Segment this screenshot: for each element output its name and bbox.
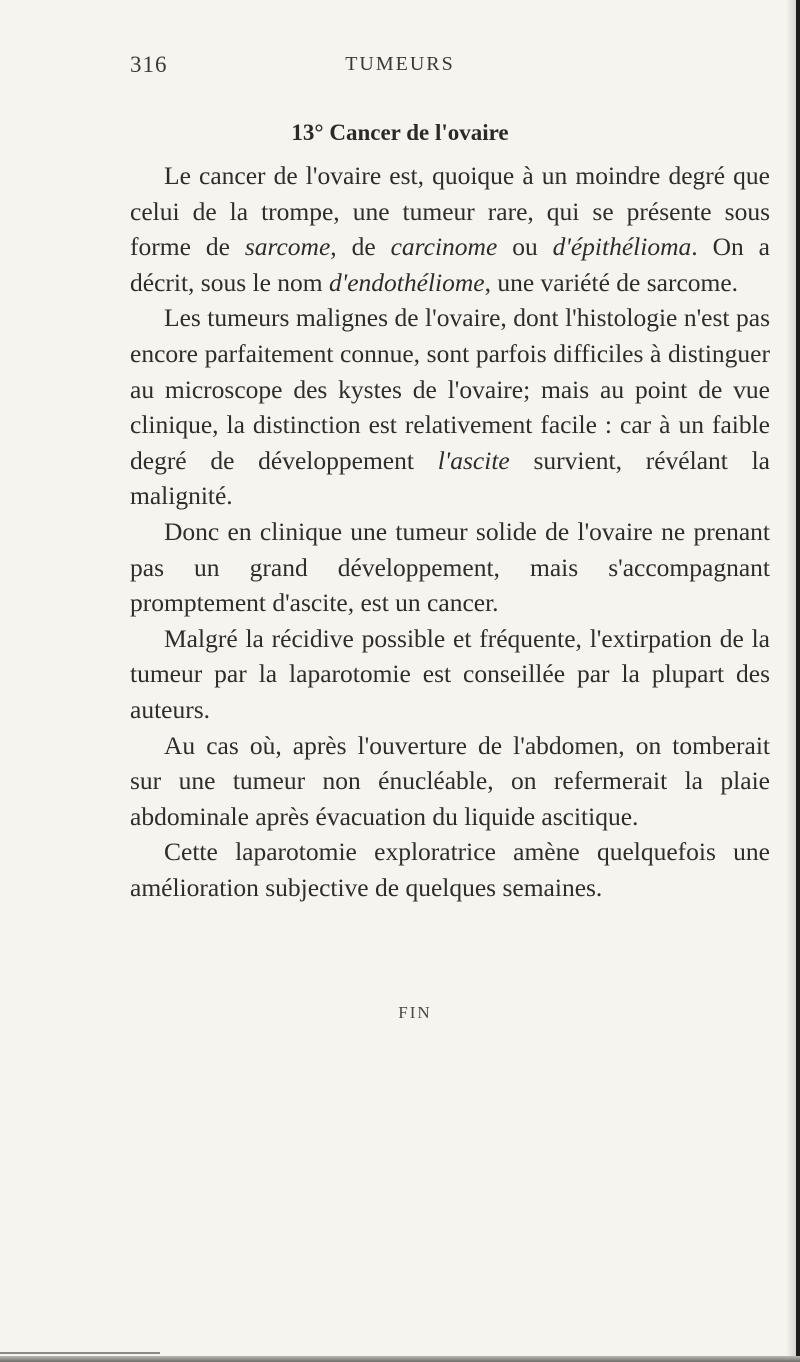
text-run: , une variété de sarcome. [484, 267, 739, 297]
paragraph [130, 728, 770, 835]
text-run: , de [330, 232, 391, 262]
text-run: Les tumeurs malignes de l'ovaire, dont l'histologie n'est pas encore parfaitement connue, sont parfois difficiles à distinguer au microscope des kystes de l'ovaire; mais au point de vue clinique, la distinction est relativement facile : car à un faible degré de développement [130, 303, 770, 475]
text-run: Le cancer de l'ovaire est, quoique à un moindre degré que celui de la trompe, une tumeur rare, qui se présente sous forme de [130, 161, 770, 262]
body-text [130, 158, 770, 905]
section-title: Cancer de l'ovaire [329, 120, 509, 145]
text-run: Donc en clinique une tumeur solide de l'ovaire ne prenant pas un grand développement, mais s'accompagnant promptement d'ascite, est un cancer. [130, 516, 770, 618]
section-heading [0, 120, 800, 146]
paragraph [130, 158, 770, 300]
paragraph [130, 300, 770, 514]
page-bottom-edge [0, 1356, 800, 1362]
paragraph [130, 834, 770, 905]
running-head: TUMEURS [345, 53, 455, 75]
page-edge-shadow [786, 0, 796, 1362]
text-run: ou [497, 232, 553, 262]
end-mark: FIN [398, 1003, 432, 1022]
text-run: Malgré la récidive possible et fréquente, l'extirpation de la tumeur par la laparotomie est conseillée par la plupart des auteurs. [130, 623, 770, 724]
text-run: survient, révélant la malignité. [130, 445, 770, 511]
page-number: 316 [130, 52, 168, 77]
italic-term: carcinome [390, 232, 498, 262]
italic-term: sarcome [244, 232, 331, 262]
italic-term: l'ascite [437, 445, 510, 475]
text-run: . On a décrit, sous le nom [130, 232, 770, 297]
page-edge [796, 0, 800, 1362]
scan-artifact-line [0, 1352, 160, 1354]
text-run: Au cas où, après l'ouverture de l'abdomen, on tomberait sur une tumeur non énucléable, on refermerait la plaie abdominale après évacuation du liquide ascitique. [130, 730, 770, 831]
paragraph [130, 621, 770, 728]
section-number: 13° [291, 120, 324, 145]
italic-term: d'épithélioma [552, 232, 692, 262]
paragraph [130, 514, 770, 621]
text-run: Cette laparotomie exploratrice amène quelquefois une amélioration subjective de quelques semaines. [130, 837, 770, 902]
italic-term: d'endothéliome [329, 267, 485, 297]
